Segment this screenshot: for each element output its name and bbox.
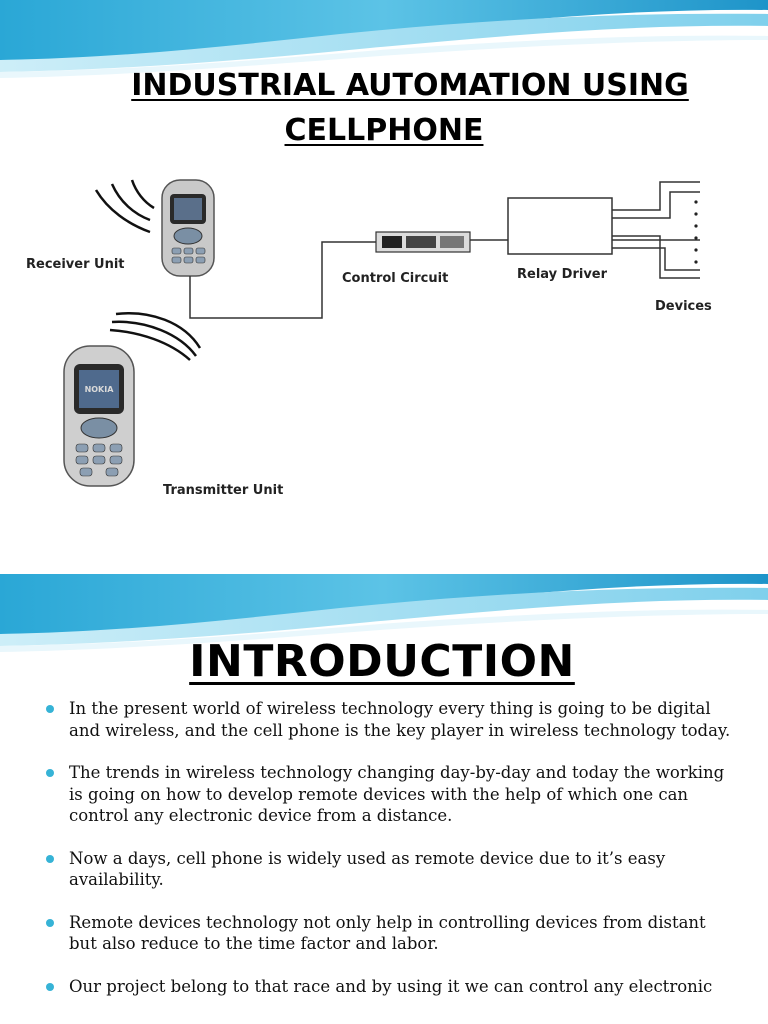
bullet-text: In the present world of wireless technology every thing is going to be digital and wireless, and the cell phone is the key player in wireless technology today. <box>69 699 731 740</box>
bullet-text: Remote devices technology not only help in controlling devices from distant but also reduce to the time factor and labor. <box>69 912 706 953</box>
bullet-item <box>46 976 736 998</box>
transmitter-unit-label: Transmitter Unit <box>163 483 284 498</box>
bullet-dot-icon <box>46 705 54 713</box>
slide-title-line-1: INDUSTRIAL AUTOMATION USING <box>131 68 689 103</box>
bullet-dot-icon <box>46 983 54 991</box>
introduction-bullet-list <box>46 698 736 1018</box>
bullet-item <box>46 848 736 891</box>
bullet-text: Now a days, cell phone is widely used as remote device due to it’s easy availability. <box>69 848 666 889</box>
bullet-text: The trends in wireless technology changing day-by-day and today the working is going on how to develop remote devices with the help of which one can control any electronic device from a distance. <box>69 763 725 825</box>
automation-block-diagram <box>0 170 768 510</box>
bullet-dot-icon <box>46 855 54 863</box>
transmitter-phone-icon <box>64 346 134 486</box>
relay-driver-box <box>508 198 612 254</box>
slide-introduction <box>0 574 768 1024</box>
control-circuit-board-icon <box>376 232 470 252</box>
bullet-item <box>46 698 736 741</box>
bullet-dot-icon <box>46 769 54 777</box>
bullet-item <box>46 912 736 955</box>
devices-label: Devices <box>655 299 712 314</box>
slide-title-line-2: CELLPHONE <box>284 113 484 148</box>
bullet-dot-icon <box>46 919 54 927</box>
bullet-item <box>46 762 736 827</box>
introduction-title: INTRODUCTION <box>189 636 575 687</box>
phone-brand-text: NOKIA <box>84 385 114 394</box>
devices-terminal-dots <box>694 200 697 263</box>
bullet-text: Our project belong to that race and by using it we can control any electronic <box>69 976 713 996</box>
receiver-signal-icon <box>96 180 154 232</box>
slide-separator <box>0 560 768 574</box>
control-circuit-label: Control Circuit <box>342 271 449 286</box>
relay-driver-label: Relay Driver <box>517 267 608 282</box>
receiver-phone-icon <box>162 180 214 276</box>
receiver-unit-label: Receiver Unit <box>26 257 125 272</box>
